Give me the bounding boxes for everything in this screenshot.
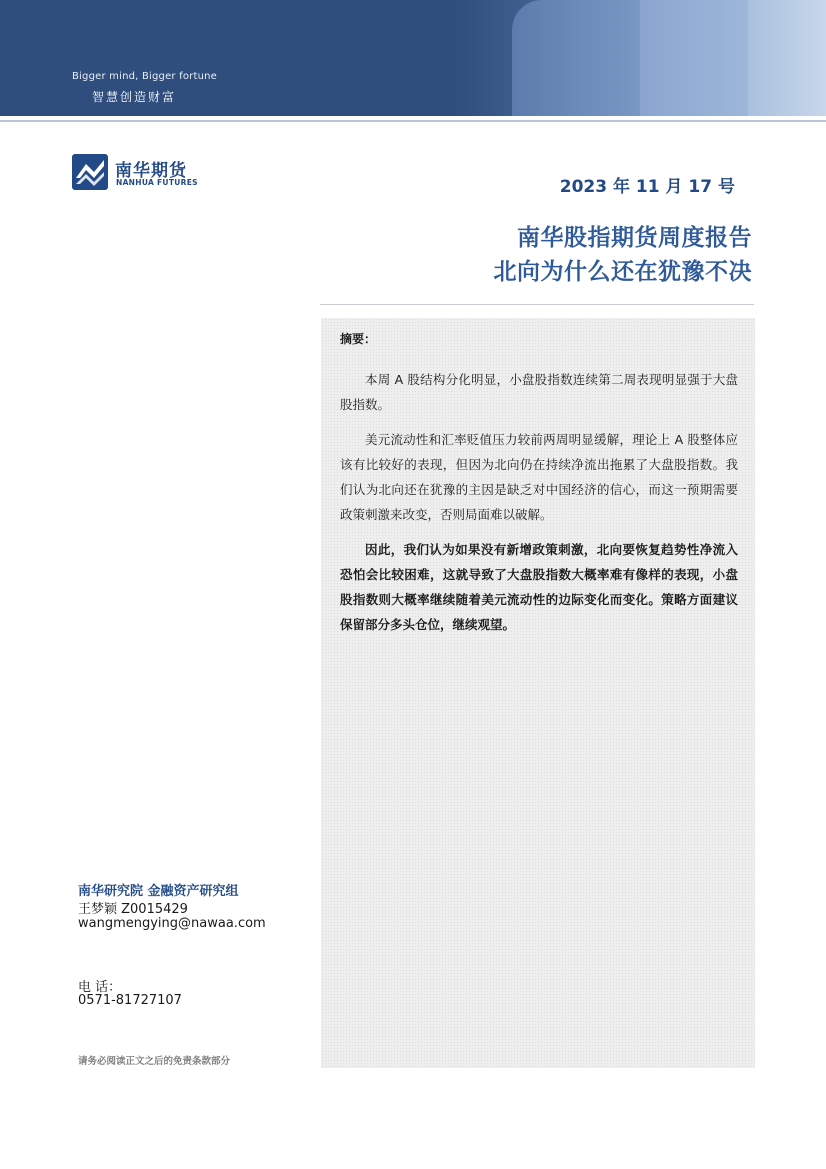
- logo-name-chinese: 南华期货: [115, 161, 187, 181]
- abstract-paragraph: 因此，我们认为如果没有新增政策刺激，北向要恢复趋势性净流入恐怕会比较困难，这就导致了大盘股指数大概率难有像样的表现，小盘股指数则大概率继续随着美元流动性的边际变化而变化。策略方面建议保留部分多头仓位，继续观望。: [340, 542, 738, 632]
- company-logo: [72, 154, 202, 194]
- abstract-paragraph: 美元流动性和汇率贬值压力较前两周明显缓解，理论上 A 股整体应该有比较好的表现，但因为北向仍在持续净流出拖累了大盘股指数。我们认为北向还在犹豫的主因是缺乏对中国经济的信心，而这一预期需要政策刺激来改变，否则局面难以破解。: [340, 432, 738, 522]
- report-title: 南华股指期货周度报告: [517, 225, 752, 251]
- slogan-chinese: 智慧创造财富: [92, 90, 177, 104]
- header-divider: [0, 120, 826, 122]
- logo-name-english: NANHUA FUTURES: [116, 178, 198, 187]
- banner-band: [748, 0, 826, 116]
- banner-band: [640, 0, 750, 116]
- banner-band: [512, 0, 642, 116]
- abstract-paragraph: 本周 A 股结构分化明显，小盘股指数连续第二周表现明显强于大盘股指数。: [340, 372, 738, 412]
- report-subtitle: 北向为什么还在犹豫不决: [493, 259, 752, 285]
- slogan-english: Bigger mind, Bigger fortune: [72, 71, 218, 82]
- author-email: wangmengying@nawaa.com: [78, 916, 266, 931]
- header-banner: [0, 0, 826, 116]
- disclaimer-note: 请务必阅读正文之后的免责条款部分: [78, 1056, 231, 1067]
- abstract-box: [321, 318, 755, 1068]
- title-divider: [320, 304, 754, 305]
- research-group: 南华研究院 金融资产研究组: [78, 884, 239, 899]
- abstract-heading: 摘要：: [340, 332, 377, 346]
- report-date: 2023 年 11 月 17 号: [559, 177, 735, 197]
- nanhua-logo-icon: [72, 154, 108, 190]
- phone-label: 电 话：: [78, 980, 122, 995]
- phone-number: 0571-81727107: [78, 993, 182, 1008]
- author-name: 王梦颖 Z0015429: [78, 902, 188, 917]
